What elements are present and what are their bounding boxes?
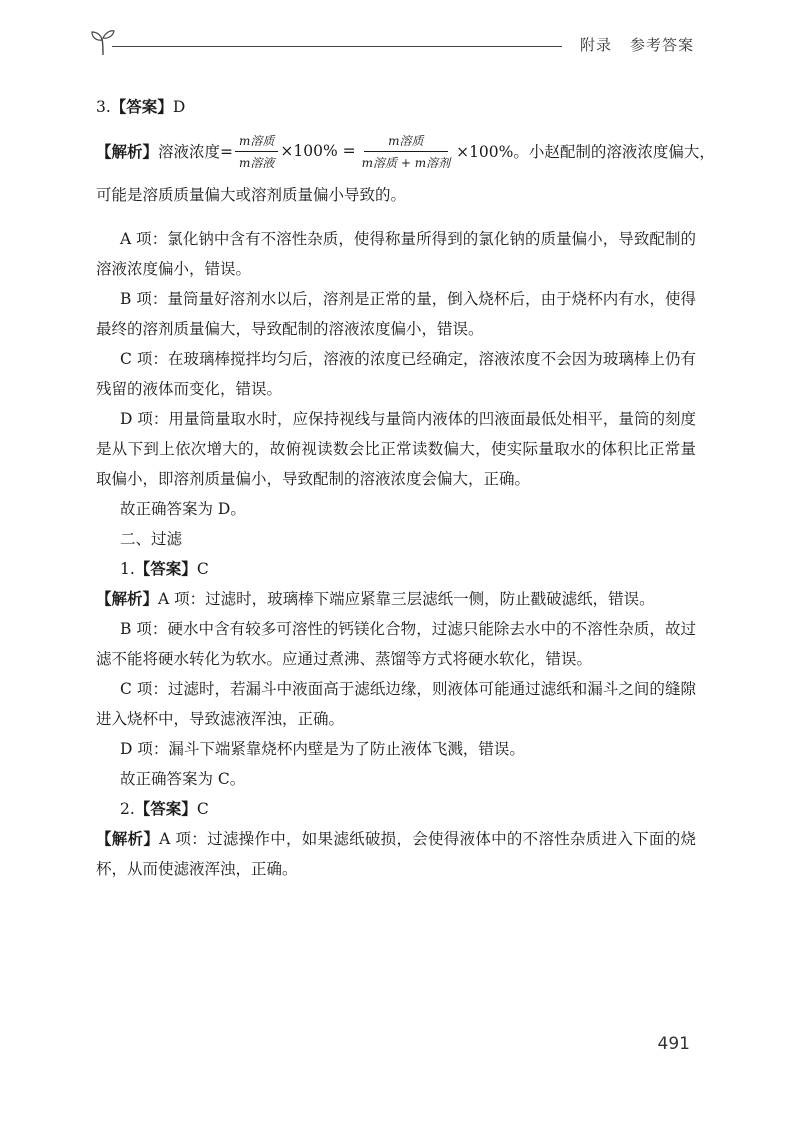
sprout-icon	[90, 28, 116, 56]
f1-option-a: 【解析】A 项：过滤时，玻璃棒下端应紧靠三层滤纸一侧，防止戳破滤纸，错误。	[96, 589, 655, 608]
f1-conclusion: 故正确答案为 C。	[120, 770, 246, 788]
page-content	[96, 92, 715, 884]
fraction-1: $\frac{\text{m溶质}}{\text{m溶液}}$	[235, 132, 278, 171]
page-number: 491	[657, 1034, 690, 1054]
f2-answer: 2.【答案】C	[120, 799, 209, 818]
section-answers: 参考答案	[629, 36, 694, 54]
q3-option-a: A 项：氯化钠中含有不溶性杂质，使得称量所得到的氯化钠的质量偏小，导致配制的溶液浓度偏小，错误。	[96, 230, 696, 278]
section-title	[580, 34, 694, 55]
q3-answer: 3.【答案】D	[96, 97, 186, 116]
q3-option-b: B 项：量筒量好溶剂水以后，溶剂是正常的量，倒入烧杯后，由于烧杯内有水，使得最终的溶剂质量偏大，导致配制的溶液浓度偏小，错误。	[96, 290, 696, 338]
section-appendix: 附录	[579, 36, 612, 54]
q3-formula: 【解析】 溶液浓度= $\frac{\text{m溶质}}{\text{m溶液}}$ ×100% = $\frac{\text{m溶质}}{\text{m溶质 + m溶剂}}$ ×100%。 小赵配制的溶液浓度偏大，	[96, 133, 715, 170]
page-header	[90, 28, 702, 62]
q3-option-d: D 项：用量筒量取水时，应保持视线与量筒内液体的凹液面最低处相平，量筒的刻度是从下到上依次增大的，故俯视读数会比正常读数偏大，使实际量取水的体积比正常量取偏小，即溶剂质量偏小，导致配制的溶液浓度会偏大，正确。	[96, 410, 696, 488]
header-rule	[112, 46, 562, 47]
q3-option-c: C 项：在玻璃棒搅拌均匀后，溶液的浓度已经确定，溶液浓度不会因为玻璃棒上仍有残留的液体而变化，错误。	[96, 350, 696, 398]
f2-option-a: 【解析】A 项：过滤操作中，如果滤纸破损，会使得液体中的不溶性杂质进入下面的烧杯，从而使滤液浑浊，正确。	[96, 829, 696, 878]
f1-option-c: C 项：过滤时，若漏斗中液面高于滤纸边缘，则液体可能通过滤纸和漏斗之间的缝隙进入烧杯中，导致滤液浑浊，正确。	[96, 680, 696, 728]
f1-option-b: B 项：硬水中含有较多可溶性的钙镁化合物，过滤只能除去水中的不溶性杂质，故过滤不能将硬水转化为软水。应通过煮沸、蒸馏等方式将硬水软化，错误。	[96, 620, 696, 668]
fraction-2: $\frac{\text{m溶质}}{\text{m溶质 + m溶剂}}$	[361, 133, 451, 170]
q3-formula-cont: 可能是溶质质量偏大或溶剂质量偏小导致的。	[96, 186, 407, 204]
f1-answer: 1.【答案】C	[120, 559, 209, 578]
section-2-title: 二、过滤	[120, 530, 183, 548]
q3-conclusion: 故正确答案为 D。	[120, 500, 246, 518]
f1-option-d: D 项：漏斗下端紧靠烧杯内壁是为了防止液体飞溅，错误。	[120, 740, 525, 758]
